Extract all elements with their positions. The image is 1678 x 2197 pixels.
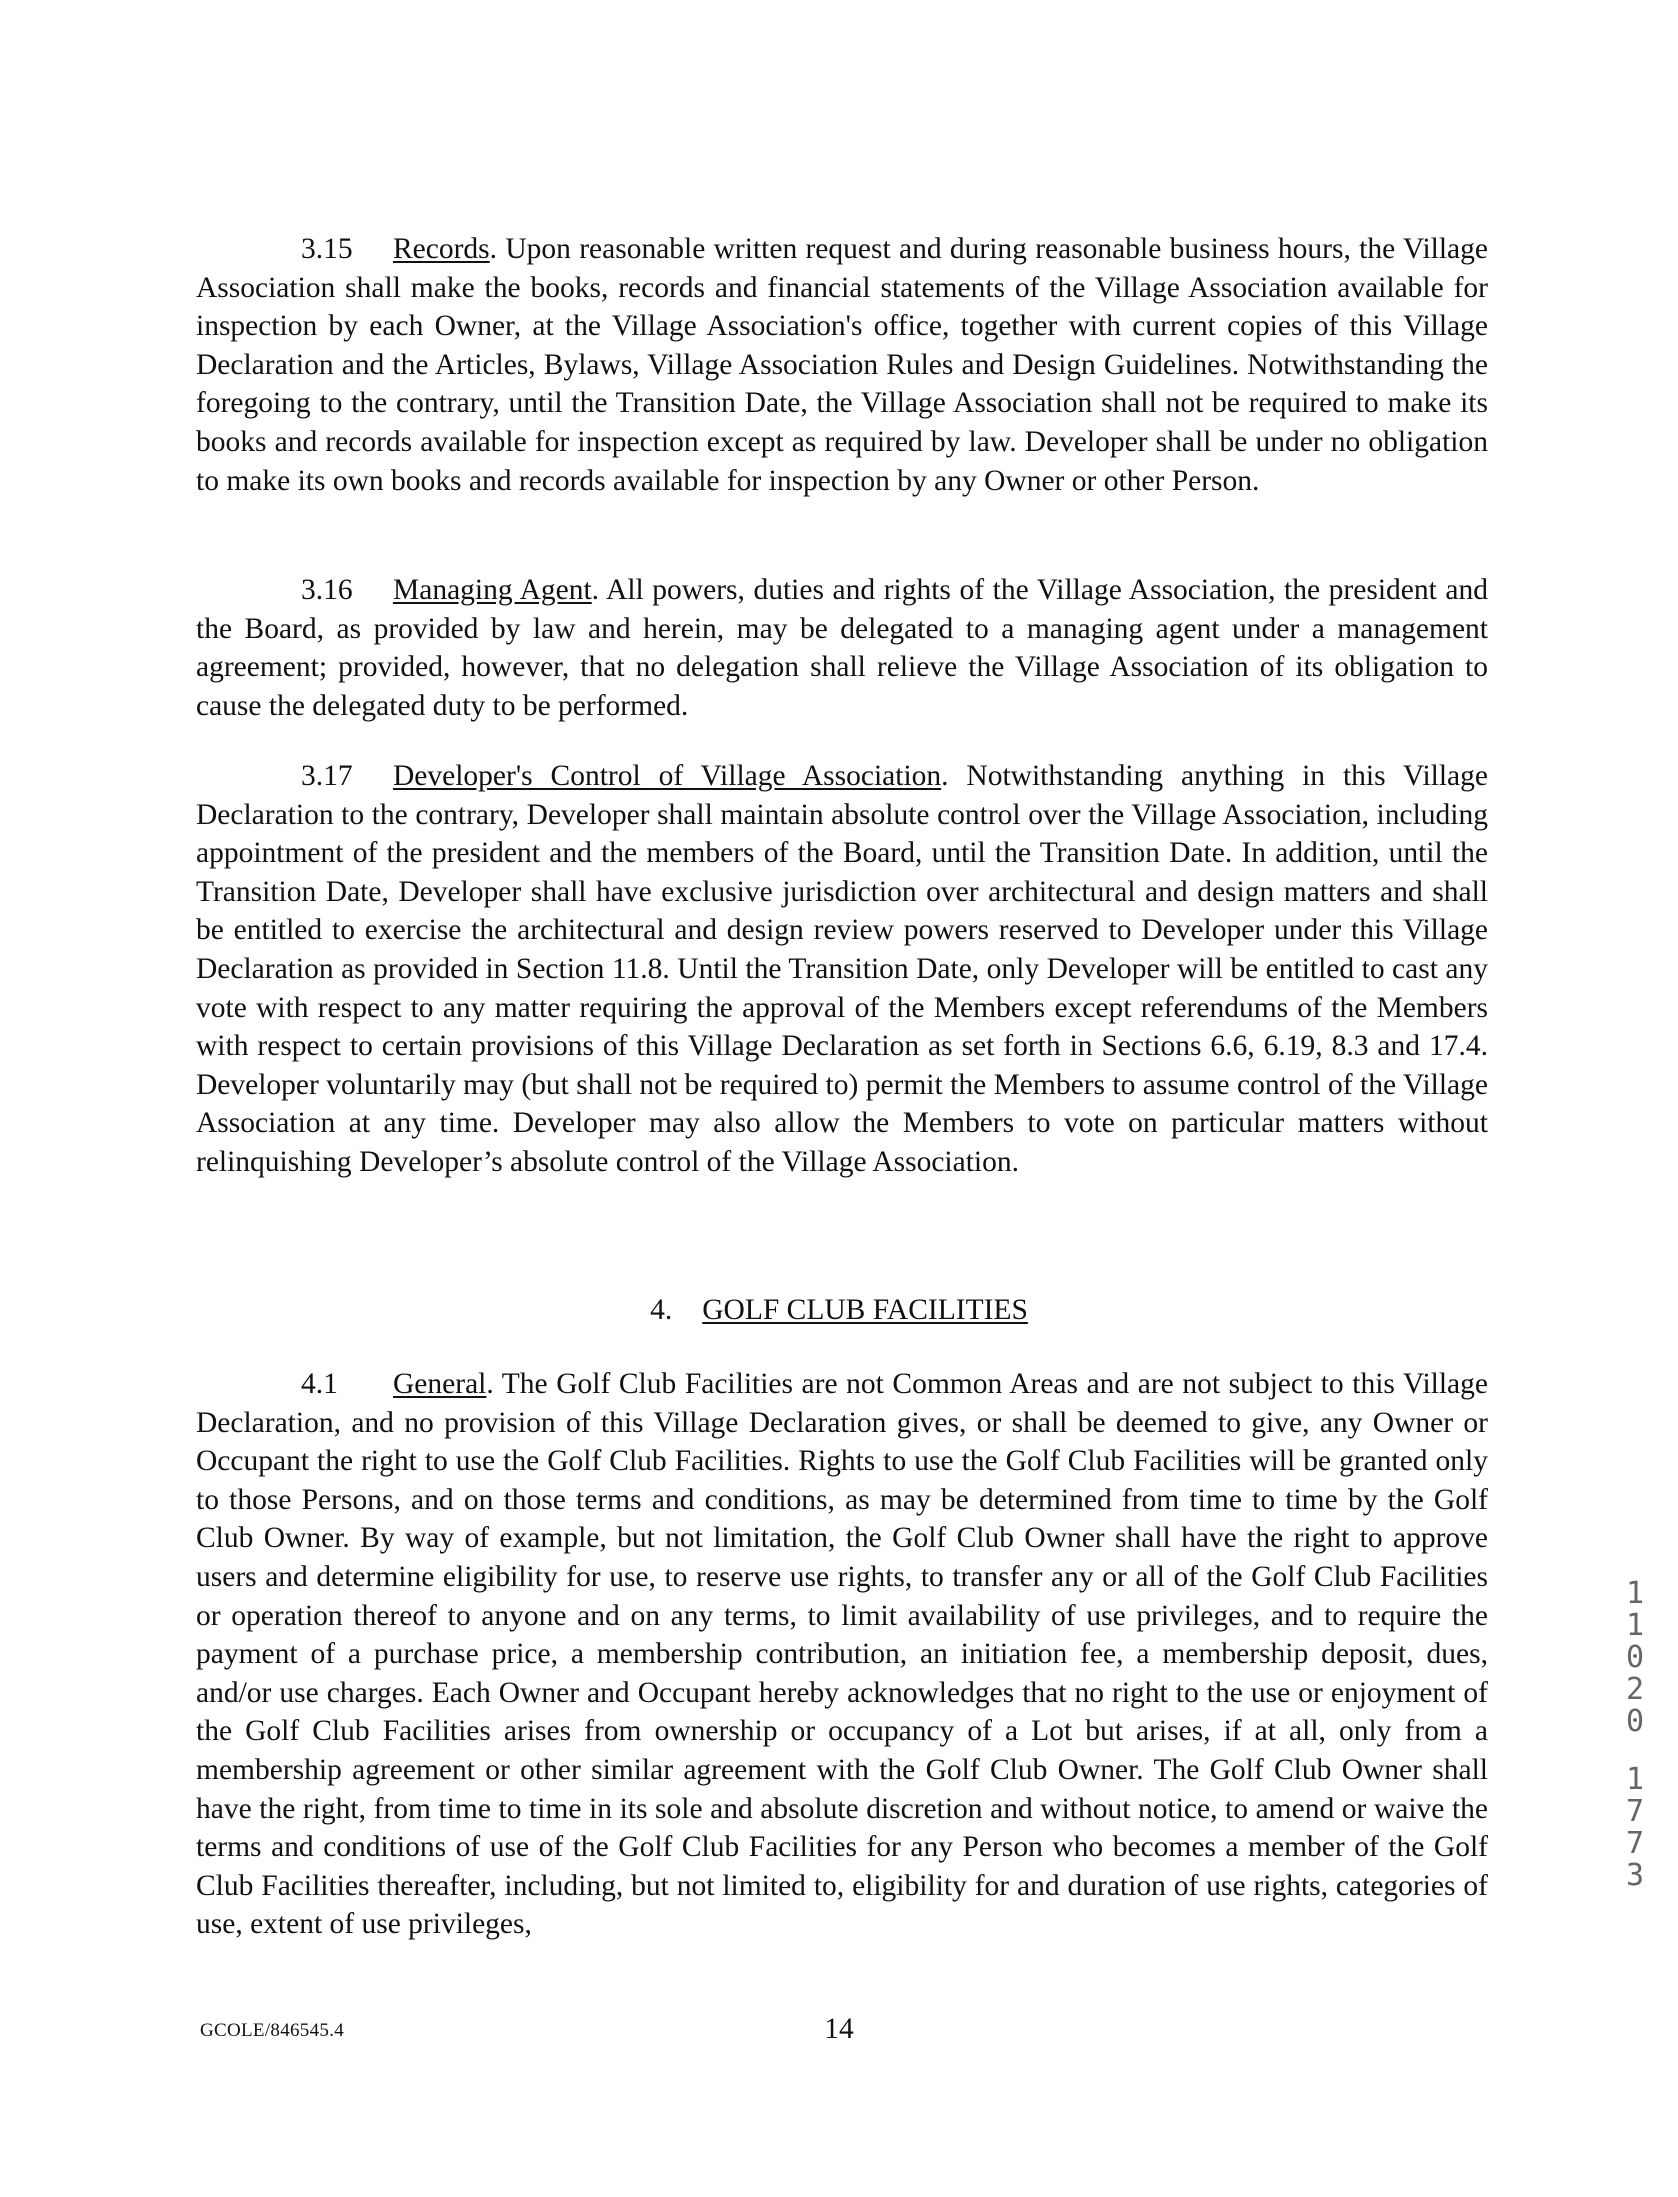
- section-title: General: [393, 1368, 487, 1400]
- section-number: 3.17: [301, 760, 353, 792]
- stamp-digit: 0: [1625, 1704, 1645, 1739]
- section-number: 3.15: [301, 233, 353, 265]
- footer-document-id: GCOLE/846545.4: [200, 2020, 345, 2041]
- stamp-digit: 1: [1625, 1576, 1645, 1611]
- stamp-digit: 0: [1625, 1640, 1645, 1675]
- section-4-1: [196, 1365, 1488, 1944]
- page-number: 14: [824, 2013, 854, 2045]
- stamp-digit: 1: [1625, 1608, 1645, 1643]
- section-text: . The Golf Club Facilities are not Common Areas and are not subject to this Village Declaration, and no provision of this Village Declaration gives, or shall be deemed to give, any Owner or Occupant the right to use the Golf Club Facilities. Rights to use the Golf Club Facilities will be granted only to those Persons, and on those terms and conditions, as may be determined from time to time by the Golf Club Owner. By way of example, but not limitation, the Golf Club Owner shall have the right to approve users and determine eligibility for use, to reserve use rights, to transfer any or all of the Golf Club Facilities or operation thereof to anyone and on any terms, to limit availability of use privileges, and to require the payment of a purchase price, a membership contribution, an initiation fee, a membership deposit, dues, and/or use charges. Each Owner and Occupant hereby acknowledges that no right to the use or enjoyment of the Golf Club Facilities arises from ownership or occupancy of a Lot but arises, if at all, only from a membership agreement or other similar agreement with the Golf Club Owner. The Golf Club Owner shall have the right, from time to time in its sole and absolute discretion and without notice, to amend or waive the terms and conditions of use of the Golf Club Facilities for any Person who becomes a member of the Golf Club Facilities thereafter, including, but not limited to, eligibility for and duration of use rights, categories of use, extent of use privileges,: [196, 1368, 1488, 1941]
- section-title: Records: [393, 233, 490, 265]
- stamp-digit: 7: [1625, 1794, 1645, 1829]
- heading-title: GOLF CLUB FACILITIES: [702, 1294, 1028, 1326]
- heading-number: 4.: [650, 1294, 673, 1326]
- stamp-digit: 2: [1625, 1672, 1645, 1707]
- section-number: 4.1: [301, 1368, 338, 1400]
- section-text: . Notwithstanding anything in this Village Declaration to the contrary, Developer shall maintain absolute control over the Village Association, including appointment of the president and the members of the Board, until the Transition Date. In addition, until the Transition Date, Developer shall have exclusive jurisdiction over architectural and design matters and shall be entitled to exercise the architectural and design review powers reserved to Developer under this Village Declaration as provided in Section 11.8. Until the Transition Date, only Developer will be entitled to cast any vote with respect to any matter requiring the approval of the Members except referendums of the Members with respect to certain provisions of this Village Declaration as set forth in Sections 6.6, 6.19, 8.3 and 17.4. Developer voluntarily may (but shall not be required to) permit the Members to assume control of the Village Association at any time. Developer may also allow the Members to vote on particular matters without relinquishing Developer’s absolute control of the Village Association.: [196, 760, 1488, 1178]
- section-3-17: [196, 757, 1488, 1182]
- section-3-15: [196, 230, 1488, 500]
- section-text: . Upon reasonable written request and during reasonable business hours, the Village Association shall make the books, records and financial statements of the Village Association available for inspection by each Owner, at the Village Association's office, together with current copies of this Village Declaration and the Articles, Bylaws, Village Association Rules and Design Guidelines. Notwithstanding the foregoing to the contrary, until the Transition Date, the Village Association shall not be required to make its books and records available for inspection except as required by law. Developer shall be under no obligation to make its own books and records available for inspection by any Owner or other Person.: [196, 233, 1488, 497]
- recording-stamp: [1618, 1578, 1652, 1892]
- section-title: Managing Agent: [393, 574, 592, 606]
- stamp-digit: 7: [1625, 1826, 1645, 1861]
- article-4-heading: [0, 1291, 1678, 1330]
- section-number: 3.16: [301, 574, 353, 606]
- stamp-digit: 1: [1625, 1762, 1645, 1797]
- section-text: . All powers, duties and rights of the Village Association, the president and the Board, as provided by law and herein, may be delegated to a managing agent under a management agreement; provided, however, that no delegation shall relieve the Village Association of its obligation to cause the delegated duty to be performed.: [196, 574, 1488, 722]
- stamp-digit: 3: [1625, 1858, 1645, 1893]
- section-3-16: [196, 571, 1488, 725]
- section-title: Developer's Control of Village Association: [393, 760, 942, 792]
